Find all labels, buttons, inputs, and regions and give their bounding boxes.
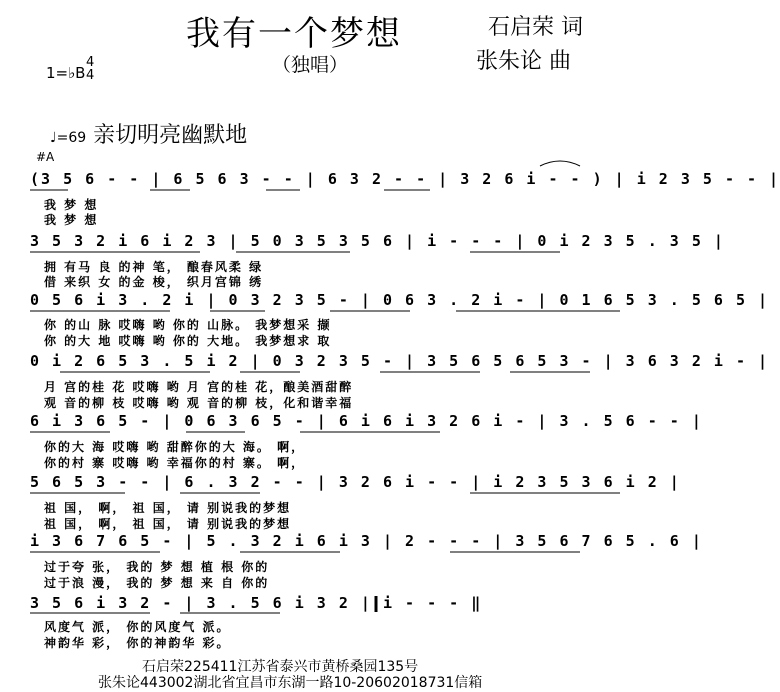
section-mark: #A bbox=[36, 150, 55, 164]
lyric-verse-2: 借 来织 女 的金 梭， 织月宫锦 绣 bbox=[44, 275, 264, 289]
lyric-verse-1: 过于夸 张， 我的 梦 想 植 根 你的 bbox=[44, 560, 270, 574]
notation-line: i 3 6 7 6 5 - | 5 . 3 2 i 6 i 3 | 2 - - - | 3 5 6 7 6 5 . 6 | bbox=[30, 532, 703, 550]
lyric-verse-1: 拥 有马 良 的神 笔， 酿春风柔 绿 bbox=[44, 260, 264, 274]
lyric-verse-1: 我 梦 想 bbox=[44, 198, 99, 212]
notation-line: (3 5 6 - - | 6 5 6 3 - - | 6 3 2 - - | 3 2 6 i - - ) | i 2 3 5 - - | bbox=[30, 170, 780, 188]
lyricist-credit: 石启荣 词 bbox=[488, 15, 583, 40]
notation-line: 3 5 3 2 i 6 i 2 3 | 5 0 3 5 3 5 6 | i - - - | 0 i 2 3 5 . 3 5 | bbox=[30, 232, 725, 250]
composer-credit: 张朱论 曲 bbox=[476, 49, 571, 74]
lyricist-address: 石启荣225411江苏省泰兴市黄桥桑园135号 bbox=[142, 659, 419, 675]
lyric-verse-1: 风度气 派， 你的风度气 派。 bbox=[44, 620, 231, 634]
lyric-verse-2: 祖 国， 啊， 祖 国， 请 别说我的梦想 bbox=[44, 517, 292, 531]
quarter-note-icon: ♩ bbox=[50, 130, 57, 146]
song-title: 我有一个梦想 bbox=[186, 14, 402, 54]
lyric-verse-2: 你 的大 地 哎嗨 哟 你的 大地。 我梦想求 取 bbox=[44, 334, 332, 348]
lyric-verse-1: 你 的山 脉 哎嗨 哟 你的 山脉。 我梦想采 撷 bbox=[44, 318, 332, 332]
composer-address: 张朱论443002湖北省宜昌市东湖一路10-20602018731信箱 bbox=[98, 675, 483, 691]
notation-line: 3 5 6 i 3 2 - | 3 . 5 6 i 3 2 | i - - - ‖ bbox=[30, 594, 483, 612]
time-top: 4 bbox=[86, 55, 95, 70]
lyric-verse-1: 月 宫的桂 花 哎嗨 哟 月 宫的桂 花，酿美酒甜醉 bbox=[44, 380, 354, 394]
lyric-verse-2: 过于浪 漫， 我的 梦 想 来 自 你的 bbox=[44, 576, 270, 590]
song-subtitle: （独唱） bbox=[272, 54, 349, 76]
key-signature: 1=♭B bbox=[46, 64, 86, 82]
expression-text: 亲切明亮幽默地 bbox=[93, 123, 248, 148]
lyric-verse-1: 你的大 海 哎嗨 哟 甜醉你的大 海。 啊， bbox=[44, 440, 306, 454]
notation-line: 6 i 3 6 5 - | 0 6 3 6 5 - | 6 i 6 i 3 2 6 i - | 3 . 5 6 - - | bbox=[30, 412, 703, 430]
lyric-verse-2: 我 梦 想 bbox=[44, 213, 99, 227]
tempo-value: =69 bbox=[56, 130, 87, 146]
lyric-verse-2: 神韵华 彩， 你的神韵华 彩。 bbox=[44, 636, 231, 650]
time-bottom: 4 bbox=[86, 68, 95, 83]
lyric-verse-2: 你的村 寨 哎嗨 哟 幸福你的村 寨。 啊， bbox=[44, 456, 306, 470]
notation-line: 0 i 2 6 5 3 . 5 i 2 | 0 3 2 3 5 - | 3 5 6 5 6 5 3 - | 3 6 3 2 i - | bbox=[30, 352, 770, 370]
lyric-verse-2: 观 音的柳 枝 哎嗨 哟 观 音的柳 枝，化和谐幸福 bbox=[44, 396, 354, 410]
notation-line: 0 5 6 i 3 . 2 i | 0 3 2 3 5 - | 0 6 3 . 2 i - | 0 1 6 5 3 . 5 6 5 | bbox=[30, 291, 770, 309]
notation-line: 5 6 5 3 - - | 6 . 3 2 - - | 3 2 6 i - - | i 2 3 5 3 6 i 2 | bbox=[30, 473, 681, 491]
lyric-verse-1: 祖 国， 啊， 祖 国， 请 别说我的梦想 bbox=[44, 501, 292, 515]
